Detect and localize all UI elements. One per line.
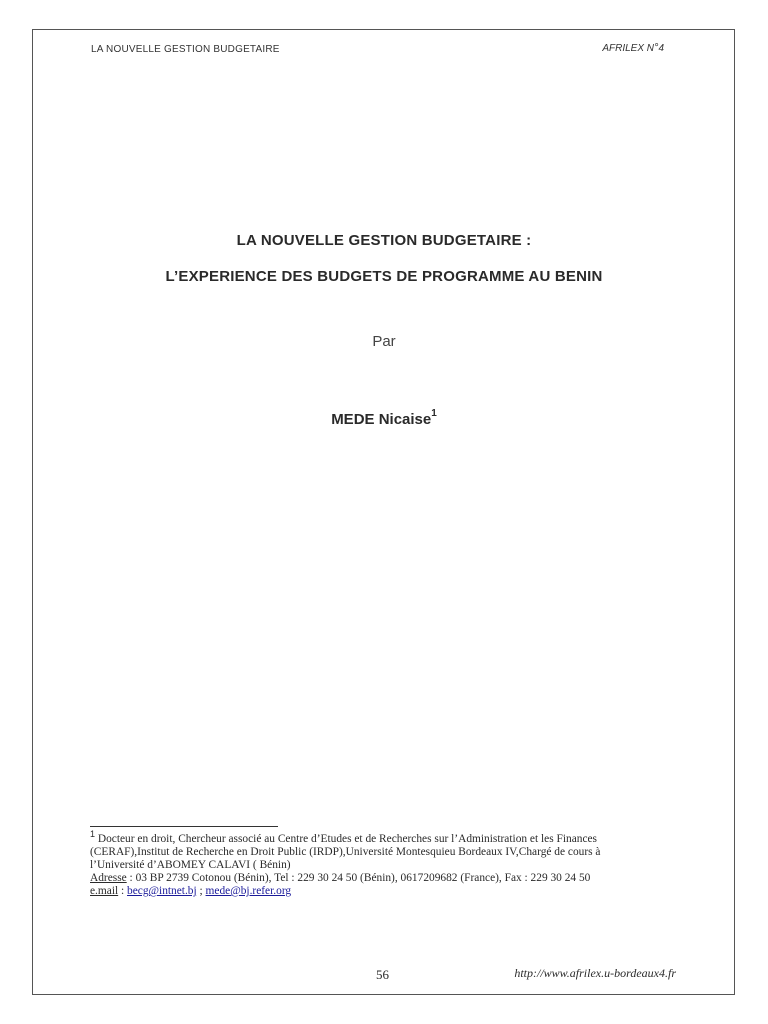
footnote-line-2: (CERAF),Institut de Recherche en Droit Public (IRDP),Université Montesquieu Bordeaux IV,Chargé de cours à: [90, 846, 601, 858]
email-between: ;: [196, 885, 206, 897]
footnote-separator: [90, 826, 278, 827]
address-label: Adresse: [90, 872, 127, 884]
issue-degree: °: [654, 42, 659, 54]
footnote: [90, 829, 680, 898]
footnote-text-1: Docteur en droit, Chercheur associé au Centre d’Etudes et de Recherches sur l’Administration et les Finances: [95, 833, 597, 845]
running-header-issue: [602, 42, 664, 54]
email-link-2[interactable]: mede@bj.refer.org: [205, 885, 292, 897]
address-value: : 03 BP 2739 Cotonou (Bénin), Tel : 229 30 24 50 (Bénin), 0617209682 (France), Fax : 229 30 24 50: [126, 872, 591, 884]
document-title-line-2: L’EXPERIENCE DES BUDGETS DE PROGRAMME AU BENIN: [165, 268, 603, 285]
issue-prefix: AFRILEX N: [602, 43, 655, 54]
email-label: e.mail: [90, 885, 119, 897]
email-link-1[interactable]: becg@intnet.bj: [127, 885, 197, 897]
footnote-line-3: l’Université d’ABOMEY CALAVI ( Bénin): [90, 859, 291, 871]
issue-number: 4: [658, 43, 664, 54]
author-footnote-ref[interactable]: 1: [431, 408, 437, 419]
footnote-mark: 1: [90, 829, 96, 840]
document-title-line-1: LA NOUVELLE GESTION BUDGETAIRE :: [236, 232, 532, 249]
footnote-email: [90, 885, 680, 898]
author-name: MEDE Nicaise: [331, 411, 432, 428]
running-header-title: LA NOUVELLE GESTION BUDGETAIRE: [91, 44, 280, 55]
email-separator: :: [118, 885, 128, 897]
page-number: 56: [376, 967, 389, 982]
footnote-line-1: [90, 829, 680, 846]
footnote-address: [90, 872, 680, 885]
by-label: Par: [372, 333, 396, 350]
footer-url[interactable]: http://www.afrilex.u-bordeaux4.fr: [514, 966, 676, 980]
author: [0, 410, 768, 428]
